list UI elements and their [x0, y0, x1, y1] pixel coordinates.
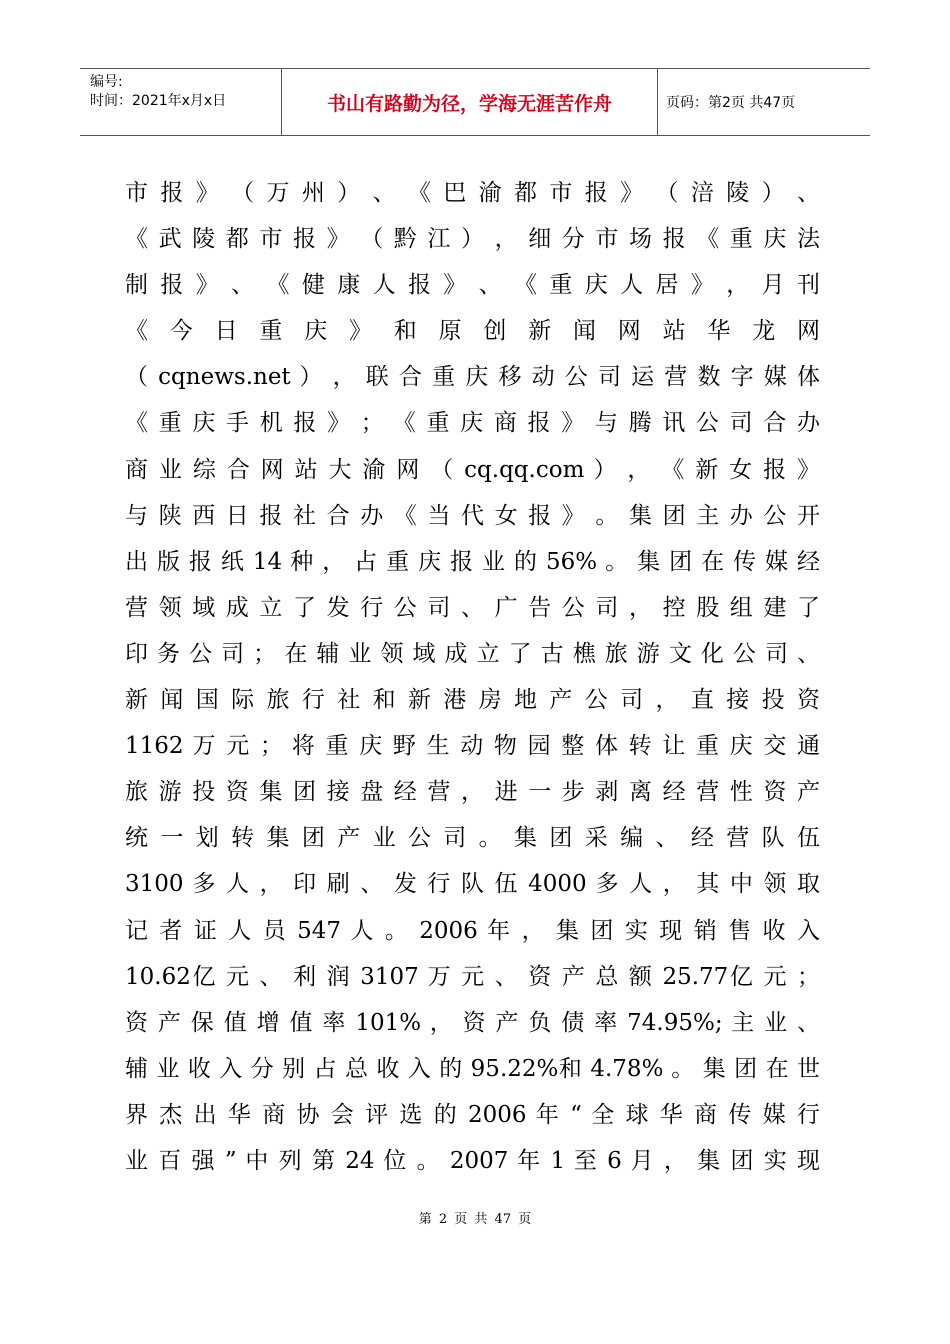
- body-line: （ cqnews.net ） ， 联 合 重 庆 移 动 公 司 运 营 数 字 媒 体: [125, 364, 820, 391]
- document-number-label: 编号:: [90, 74, 123, 90]
- body-line: 《 武 陵 都 市 报 》 （ 黔 江 ） ， 细 分 市 场 报 《 重 庆 法: [125, 226, 820, 253]
- body-line: 营 领 域 成 立 了 发 行 公 司 、 广 告 公 司 ， 控 股 组 建 了: [125, 594, 820, 621]
- body-line: 业 百 强 ” 中 列 第 24 位 。 2007 年 1 至 6 月 ， 集 团 实 现: [125, 1147, 820, 1174]
- body-text: [125, 170, 820, 1184]
- page-footer: 第 2 页 共 47 页: [418, 1212, 532, 1227]
- page-header: [80, 68, 870, 136]
- body-line: 记 者 证 人 员 547 人 。 2006 年 ， 集 团 实 现 销 售 收 入: [125, 917, 820, 944]
- header-page-info: 页码：第2页 共47页: [666, 95, 796, 111]
- body-line: 与 陕 西 日 报 社 合 办 《 当 代 女 报 》 。 集 团 主 办 公 开: [125, 502, 820, 529]
- body-line: 出 版 报 纸 14 种 ， 占 重 庆 报 业 的 56% 。 集 团 在 传 媒 经: [125, 548, 820, 575]
- body-line: 辅 业 收 入 分 别 占 总 收 入 的 95.22%和 4.78% 。 集 团 在 世: [125, 1055, 820, 1082]
- header-motto: 书山有路勤为径，学海无涯苦作舟: [282, 69, 658, 135]
- body-line: 制 报 》 、 《 健 康 人 报 》 、 《 重 庆 人 居 》 ， 月 刊: [125, 272, 820, 299]
- body-line: 资 产 保 值 增 值 率 101% ， 资 产 负 债 率 74.95%; 主 业 、: [125, 1009, 820, 1036]
- body-line: 商 业 综 合 网 站 大 渝 网 （ cq.qq.com ） ， 《 新 女 报 》: [125, 456, 820, 483]
- body-line: 10.62亿 元 、 利 润 3107 万 元 、 资 产 总 额 25.77亿 元 ；: [125, 963, 820, 990]
- body-line: 界 杰 出 华 商 协 会 评 选 的 2006 年 “ 全 球 华 商 传 媒 行: [125, 1101, 820, 1128]
- body-line: 1162 万 元 ； 将 重 庆 野 生 动 物 园 整 体 转 让 重 庆 交 通: [125, 733, 820, 760]
- header-meta: [80, 69, 282, 135]
- body-line: 统 一 划 转 集 团 产 业 公 司 。 集 团 采 编 、 经 营 队 伍: [125, 825, 820, 852]
- body-line: 3100 多 人 ， 印 刷 、 发 行 队 伍 4000 多 人 ， 其 中 领 取: [125, 871, 820, 898]
- body-line: 印 务 公 司 ； 在 辅 业 领 域 成 立 了 古 樵 旅 游 文 化 公 司 、: [125, 640, 820, 667]
- body-line: 《 重 庆 手 机 报 》 ； 《 重 庆 商 报 》 与 腾 讯 公 司 合 办: [125, 410, 820, 437]
- body-line: 新 闻 国 际 旅 行 社 和 新 港 房 地 产 公 司 ， 直 接 投 资: [125, 687, 820, 714]
- body-line: 旅 游 投 资 集 团 接 盘 经 营 ， 进 一 步 剥 离 经 营 性 资 产: [125, 779, 820, 806]
- body-line: 市 报 》 （ 万 州 ） 、 《 巴 渝 都 市 报 》 （ 涪 陵 ） 、: [125, 180, 820, 206]
- document-time-label: 时间：2021年x月x日: [90, 93, 227, 109]
- body-line: 《 今 日 重 庆 》 和 原 创 新 闻 网 站 华 龙 网: [125, 318, 820, 345]
